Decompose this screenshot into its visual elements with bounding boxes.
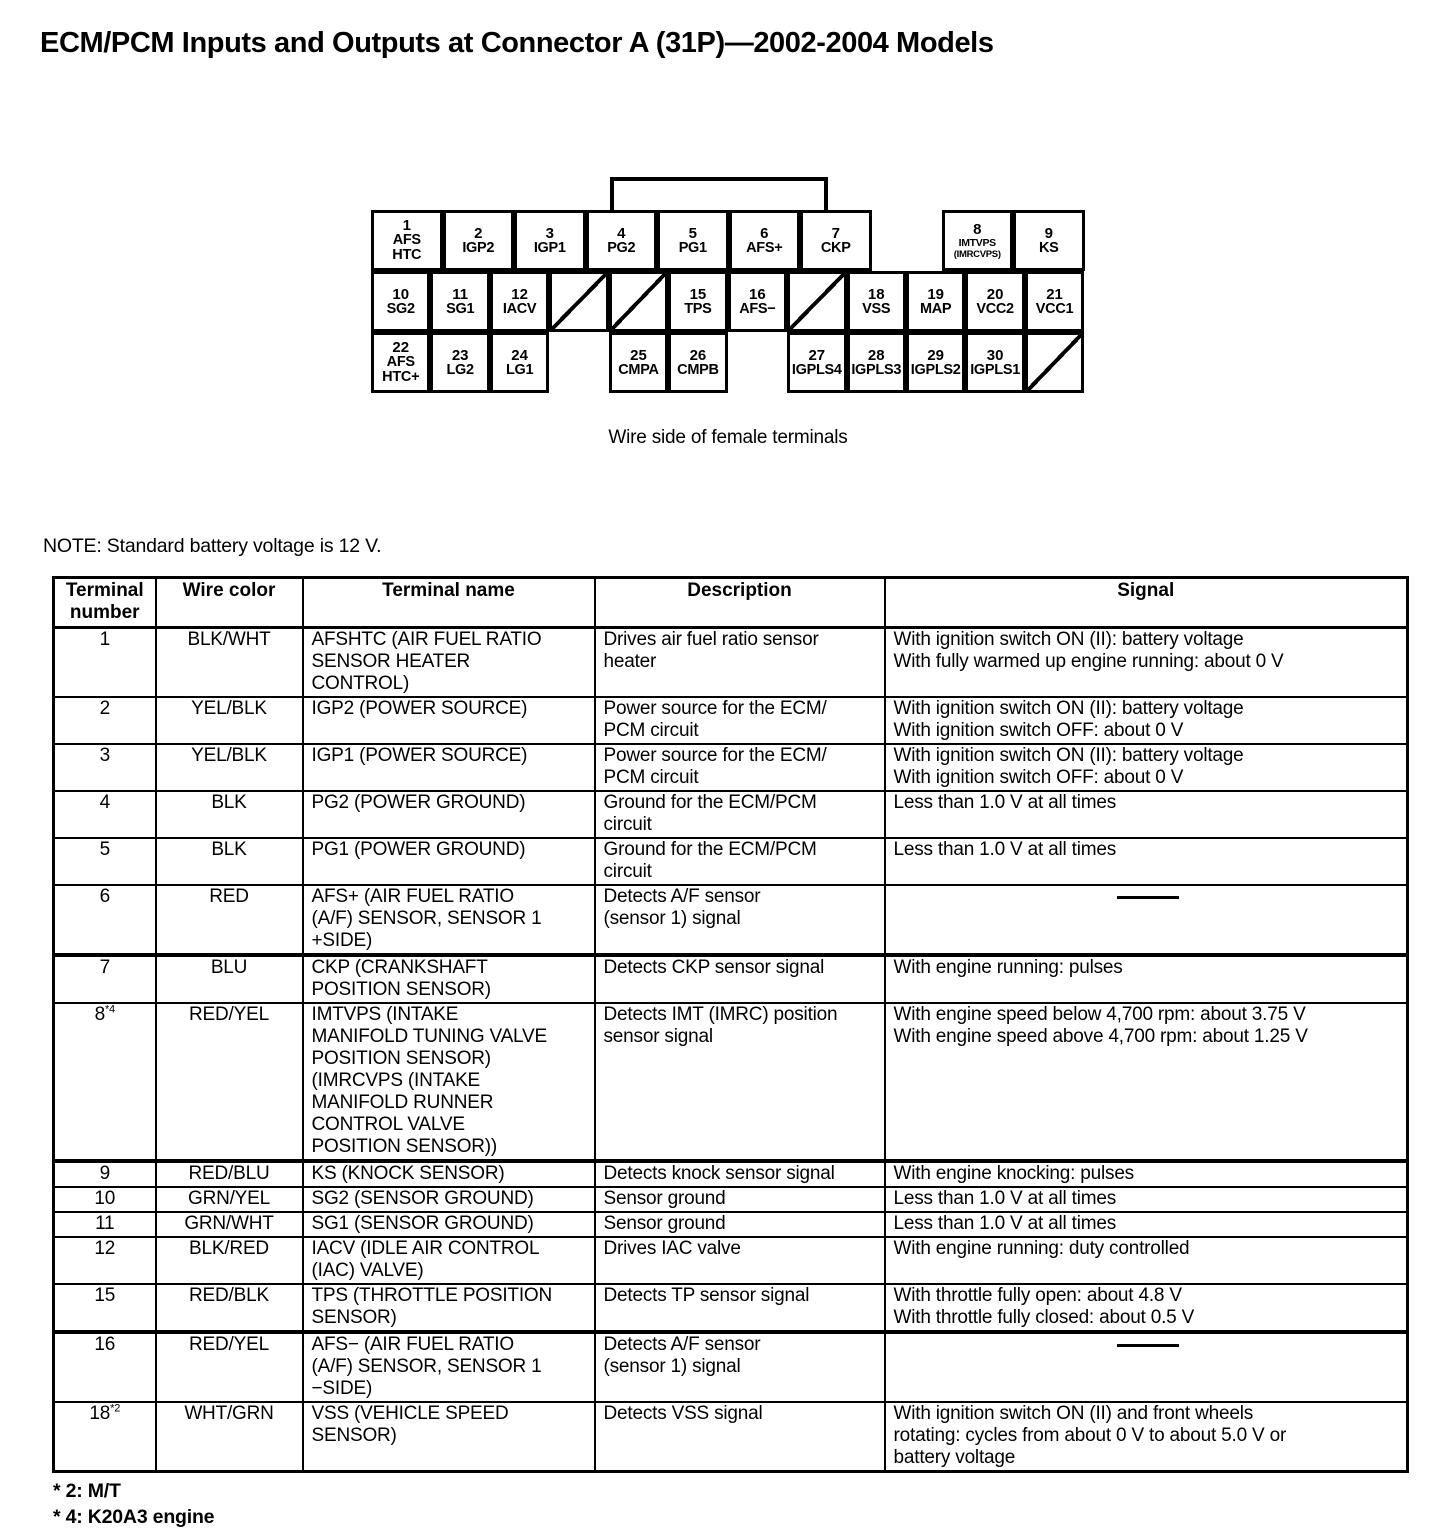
cell-terminal-number: 3 [54, 744, 156, 791]
cell-signal: With ignition switch ON (II): battery voltage With fully warmed up engine running: about 0 V [885, 628, 1408, 698]
header-terminal-number: Terminal number [54, 578, 156, 628]
pin-30: 30 IGPLS1 [965, 332, 1024, 393]
empty-slot [872, 210, 942, 271]
table-row-terminal-15 [54, 1284, 1408, 1332]
cell-terminal-name: IACV (IDLE AIR CONTROL (IAC) VALVE) [303, 1237, 595, 1284]
cell-terminal-name: AFSHTC (AIR FUEL RATIO SENSOR HEATER CONTROL) [303, 628, 595, 698]
cell-wire-color: BLK/WHT [156, 628, 303, 698]
no-signal-dash [1117, 896, 1179, 899]
pin-27: 27 IGPLS4 [787, 332, 846, 393]
pin-20: 20 VCC2 [965, 271, 1024, 332]
pin-3: 3 IGP1 [514, 210, 586, 271]
cell-description: Detects knock sensor signal [595, 1161, 885, 1187]
table-row-terminal-5 [54, 838, 1408, 885]
pin-23: 23 LG2 [430, 332, 489, 393]
pin-10: 10 SG2 [371, 271, 430, 332]
empty-slot [549, 332, 608, 393]
cell-signal [885, 1332, 1408, 1402]
blocked-slot [609, 271, 668, 332]
pin-15: 15 TPS [668, 271, 727, 332]
connector-row-1 [371, 210, 1085, 271]
pin-11: 11 SG1 [430, 271, 489, 332]
cell-terminal-name: PG1 (POWER GROUND) [303, 838, 595, 885]
cell-signal: With engine speed below 4,700 rpm: about 3.75 V With engine speed above 4,700 rpm: about 1.25 V [885, 1003, 1408, 1161]
cell-description: Sensor ground [595, 1187, 885, 1212]
cell-description: Ground for the ECM/PCM circuit [595, 838, 885, 885]
cell-description: Ground for the ECM/PCM circuit [595, 791, 885, 838]
pin-4: 4 PG2 [586, 210, 658, 271]
cell-signal: With throttle fully open: about 4.8 V With throttle fully closed: about 0.5 V [885, 1284, 1408, 1332]
pin-5: 5 PG1 [657, 210, 729, 271]
cell-wire-color: RED [156, 885, 303, 955]
cell-signal: With ignition switch ON (II) and front wheels rotating: cycles from about 0 V to about 5.0 V or battery voltage [885, 1402, 1408, 1472]
pin-6: 6 AFS+ [729, 210, 801, 271]
cell-terminal-number: 11 [54, 1212, 156, 1237]
cell-terminal-name: SG2 (SENSOR GROUND) [303, 1187, 595, 1212]
pin-25: 25 CMPA [609, 332, 668, 393]
table-row-terminal-9 [54, 1161, 1408, 1187]
table-row-terminal-4 [54, 791, 1408, 838]
cell-wire-color: BLK/RED [156, 1237, 303, 1284]
table-header-row [54, 578, 1408, 628]
blocked-slot [549, 271, 608, 332]
table-row-terminal-6 [54, 885, 1408, 955]
cell-description: Sensor ground [595, 1212, 885, 1237]
cell-terminal-name: SG1 (SENSOR GROUND) [303, 1212, 595, 1237]
cell-wire-color: RED/YEL [156, 1332, 303, 1402]
cell-wire-color: YEL/BLK [156, 744, 303, 791]
pin-26: 26 CMPB [668, 332, 727, 393]
table-row-terminal-7 [54, 955, 1408, 1003]
cell-wire-color: WHT/GRN [156, 1402, 303, 1472]
cell-description: Detects IMT (IMRC) position sensor signal [595, 1003, 885, 1161]
cell-description: Detects CKP sensor signal [595, 955, 885, 1003]
cell-terminal-name: KS (KNOCK SENSOR) [303, 1161, 595, 1187]
blocked-slot [787, 271, 846, 332]
connector-diagram [371, 177, 1085, 393]
cell-terminal-name: PG2 (POWER GROUND) [303, 791, 595, 838]
cell-terminal-name: AFS+ (AIR FUEL RATIO (A/F) SENSOR, SENSOR 1 +SIDE) [303, 885, 595, 955]
cell-wire-color: YEL/BLK [156, 697, 303, 744]
cell-terminal-number: 15 [54, 1284, 156, 1332]
cell-terminal-name: VSS (VEHICLE SPEED SENSOR) [303, 1402, 595, 1472]
table-row-terminal-18 [54, 1402, 1408, 1472]
cell-wire-color: GRN/WHT [156, 1212, 303, 1237]
table-row-terminal-1 [54, 628, 1408, 698]
cell-terminal-number: 2 [54, 697, 156, 744]
cell-terminal-number: 7 [54, 955, 156, 1003]
header-wire-color: Wire color [156, 578, 303, 628]
empty-slot [728, 332, 787, 393]
cell-wire-color: RED/BLU [156, 1161, 303, 1187]
cell-signal: With engine running: duty controlled [885, 1237, 1408, 1284]
cell-description: Power source for the ECM/ PCM circuit [595, 697, 885, 744]
header-terminal-name: Terminal name [303, 578, 595, 628]
pin-29: 29 IGPLS2 [906, 332, 965, 393]
cell-description: Detects A/F sensor (sensor 1) signal [595, 1332, 885, 1402]
table-row-terminal-16 [54, 1332, 1408, 1402]
connector-row-3 [371, 332, 1085, 393]
no-signal-dash [1117, 1344, 1179, 1347]
pin-21: 21 VCC1 [1025, 271, 1084, 332]
pin-19: 19 MAP [906, 271, 965, 332]
pin-8: 8 IMTVPS (IMRCVPS) [942, 210, 1014, 271]
footnote-k20a3: * 4: K20A3 engine [53, 1506, 215, 1528]
header-signal: Signal [885, 578, 1408, 628]
cell-wire-color: BLU [156, 955, 303, 1003]
cell-terminal-name: CKP (CRANKSHAFT POSITION SENSOR) [303, 955, 595, 1003]
cell-description: Power source for the ECM/ PCM circuit [595, 744, 885, 791]
table-row-terminal-2 [54, 697, 1408, 744]
table-row-terminal-8 [54, 1003, 1408, 1161]
cell-wire-color: BLK [156, 791, 303, 838]
cell-signal: With ignition switch ON (II): battery voltage With ignition switch OFF: about 0 V [885, 697, 1408, 744]
pin-9: 9 KS [1013, 210, 1085, 271]
pin-1: 1 AFS HTC [371, 210, 443, 271]
cell-terminal-number: 5 [54, 838, 156, 885]
cell-terminal-number: 12 [54, 1237, 156, 1284]
cell-terminal-name: TPS (THROTTLE POSITION SENSOR) [303, 1284, 595, 1332]
pin-12: 12 IACV [490, 271, 549, 332]
cell-terminal-number: 18$^{*2}$ [54, 1402, 156, 1472]
table-row-terminal-3 [54, 744, 1408, 791]
cell-signal: With engine running: pulses [885, 955, 1408, 1003]
cell-description: Detects VSS signal [595, 1402, 885, 1472]
cell-terminal-name: IGP1 (POWER SOURCE) [303, 744, 595, 791]
table-row-terminal-10 [54, 1187, 1408, 1212]
pin-2: 2 IGP2 [443, 210, 515, 271]
footnotes [52, 1478, 1406, 1530]
cell-signal: Less than 1.0 V at all times [885, 1212, 1408, 1237]
footnote-mt: * 2: M/T [53, 1480, 121, 1502]
cell-terminal-number: 8$^{*4}$ [54, 1003, 156, 1161]
cell-terminal-number: 4 [54, 791, 156, 838]
pin-18: 18 VSS [847, 271, 906, 332]
cell-terminal-number: 1 [54, 628, 156, 698]
cell-signal: Less than 1.0 V at all times [885, 791, 1408, 838]
cell-description: Detects A/F sensor (sensor 1) signal [595, 885, 885, 955]
blocked-slot [1025, 332, 1084, 393]
table-row-terminal-11 [54, 1212, 1408, 1237]
terminal-table-section [52, 576, 1406, 1530]
connector-tab [610, 177, 828, 214]
terminal-io-table [52, 576, 1409, 1473]
cell-description: Drives air fuel ratio sensor heater [595, 628, 885, 698]
cell-terminal-number: 10 [54, 1187, 156, 1212]
cell-terminal-number: 6 [54, 885, 156, 955]
pin-7: 7 CKP [800, 210, 872, 271]
battery-voltage-note: NOTE: Standard battery voltage is 12 V. [43, 535, 382, 557]
cell-signal: Less than 1.0 V at all times [885, 1187, 1408, 1212]
pin-24: 24 LG1 [490, 332, 549, 393]
cell-signal: With engine knocking: pulses [885, 1161, 1408, 1187]
header-description: Description [595, 578, 885, 628]
cell-description: Detects TP sensor signal [595, 1284, 885, 1332]
cell-wire-color: RED/BLK [156, 1284, 303, 1332]
page-title: ECM/PCM Inputs and Outputs at Connector A (31P)—2002-2004 Models [40, 27, 994, 59]
table-row-terminal-12 [54, 1237, 1408, 1284]
cell-wire-color: BLK [156, 838, 303, 885]
cell-terminal-name: AFS− (AIR FUEL RATIO (A/F) SENSOR, SENSOR 1 −SIDE) [303, 1332, 595, 1402]
cell-signal [885, 885, 1408, 955]
connector-caption: Wire side of female terminals [608, 427, 848, 448]
cell-wire-color: GRN/YEL [156, 1187, 303, 1212]
cell-terminal-number: 16 [54, 1332, 156, 1402]
pin-22: 22 AFS HTC+ [371, 332, 430, 393]
cell-signal: With ignition switch ON (II): battery voltage With ignition switch OFF: about 0 V [885, 744, 1408, 791]
cell-wire-color: RED/YEL [156, 1003, 303, 1161]
cell-description: Drives IAC valve [595, 1237, 885, 1284]
cell-terminal-number: 9 [54, 1161, 156, 1187]
pin-16: 16 AFS− [728, 271, 787, 332]
connector-pin-grid [371, 210, 1085, 393]
cell-terminal-name: IMTVPS (INTAKE MANIFOLD TUNING VALVE POSITION SENSOR) (IMRCVPS (INTAKE MANIFOLD RUNNER CONTROL VALVE POSITION SENSOR)) [303, 1003, 595, 1161]
pin-28: 28 IGPLS3 [847, 332, 906, 393]
connector-row-2 [371, 271, 1085, 332]
cell-terminal-name: IGP2 (POWER SOURCE) [303, 697, 595, 744]
cell-signal: Less than 1.0 V at all times [885, 838, 1408, 885]
